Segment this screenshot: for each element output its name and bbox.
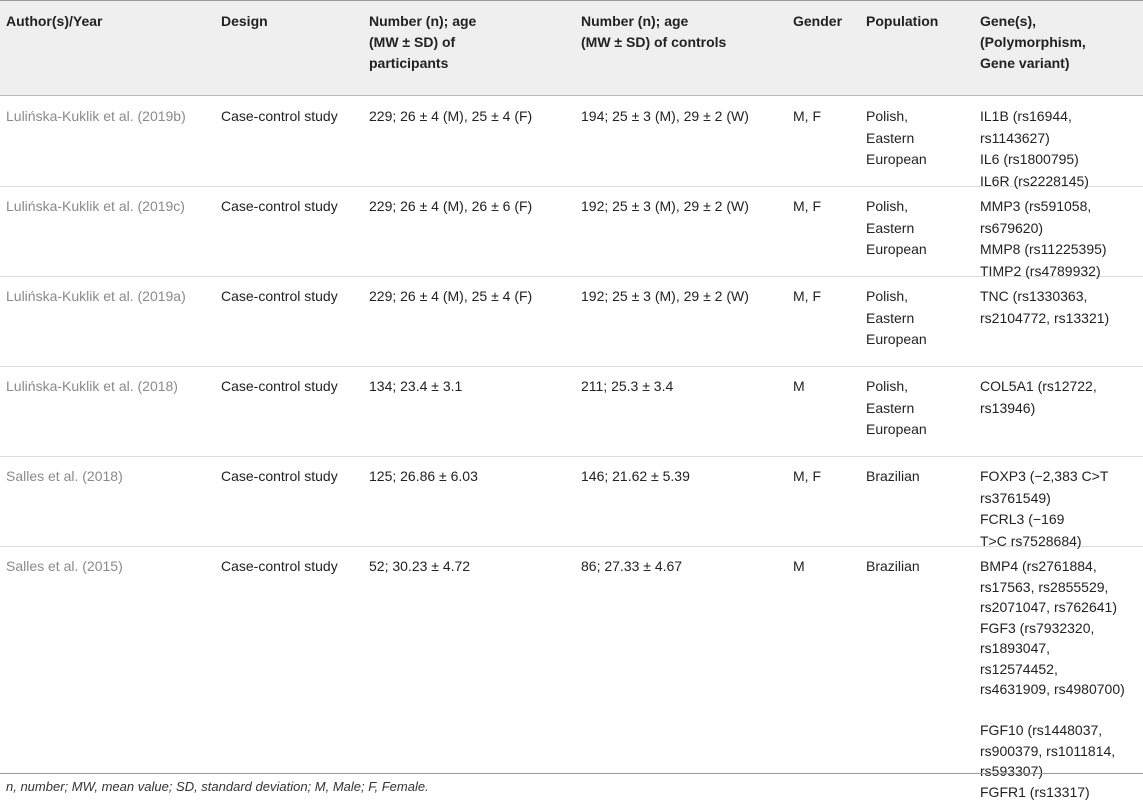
- table-header: [0, 0, 1143, 96]
- cell-author: Lulińska-Kuklik et al. (2019b): [6, 108, 186, 124]
- cell-genes: FOXP3 (−2,383 C>T rs3761549) FCRL3 (−169 T>C rs7528684): [980, 468, 1109, 549]
- cell-controls: 86; 27.33 ± 4.67: [581, 558, 683, 574]
- table-footnote: n, number; MW, mean value; SD, standard deviation; M, Male; F, Female.: [6, 779, 429, 794]
- cell-author: Salles et al. (2018): [6, 468, 123, 484]
- cell-participants: 125; 26.86 ± 6.03: [369, 468, 478, 484]
- cell-population: Brazilian: [866, 468, 920, 484]
- cell-population: Polish, Eastern European: [866, 378, 927, 437]
- cell-author: Salles et al. (2015): [6, 558, 123, 574]
- cell-participants: 134; 23.4 ± 3.1: [369, 378, 463, 394]
- table-row: [0, 456, 1143, 547]
- cell-participants: 229; 26 ± 4 (M), 25 ± 4 (F): [369, 108, 533, 124]
- cell-gender: M, F: [793, 468, 821, 484]
- header-controls: Number (n); age (MW ± SD) of controls: [581, 13, 727, 50]
- cell-author: Lulińska-Kuklik et al. (2019c): [6, 198, 185, 214]
- cell-population: Brazilian: [866, 558, 920, 574]
- cell-participants: 229; 26 ± 4 (M), 25 ± 4 (F): [369, 288, 533, 304]
- cell-controls: 192; 25 ± 3 (M), 29 ± 2 (W): [581, 198, 749, 214]
- cell-genes: COL5A1 (rs12722, rs13946): [980, 378, 1097, 416]
- table-row: [0, 96, 1143, 187]
- cell-controls: 211; 25.3 ± 3.4: [581, 378, 674, 394]
- cell-population: Polish, Eastern European: [866, 288, 927, 347]
- cell-design: Case-control study: [221, 468, 338, 484]
- header-author: Author(s)/Year: [6, 13, 103, 29]
- cell-design: Case-control study: [221, 198, 338, 214]
- cell-design: Case-control study: [221, 108, 338, 124]
- cell-controls: 192; 25 ± 3 (M), 29 ± 2 (W): [581, 288, 749, 304]
- header-population: Population: [866, 13, 939, 29]
- cell-genes: BMP4 (rs2761884, rs17563, rs2855529, rs2071047, rs762641) FGF3 (rs7932320, rs1893047, rs12574452, rs4631909, rs4980700) FGF10 (rs1448037, rs900379, rs1011814, rs593307) FGFR1 (rs13317): [980, 558, 1125, 800]
- cell-author: Lulińska-Kuklik et al. (2018): [6, 378, 178, 394]
- cell-gender: M, F: [793, 288, 821, 304]
- table-row: [0, 366, 1143, 457]
- cell-gender: M, F: [793, 108, 821, 124]
- cell-genes: MMP3 (rs591058, rs679620) MMP8 (rs11225395) TIMP2 (rs4789932): [980, 198, 1107, 279]
- cell-participants: 229; 26 ± 4 (M), 26 ± 6 (F): [369, 198, 533, 214]
- cell-gender: M: [793, 558, 805, 574]
- cell-controls: 146; 21.62 ± 5.39: [581, 468, 690, 484]
- cell-gender: M: [793, 378, 805, 394]
- cell-design: Case-control study: [221, 558, 338, 574]
- header-gender: Gender: [793, 13, 843, 29]
- cell-gender: M, F: [793, 198, 821, 214]
- table-row: [0, 186, 1143, 277]
- table-row: [0, 276, 1143, 367]
- header-design: Design: [221, 13, 268, 29]
- cell-controls: 194; 25 ± 3 (M), 29 ± 2 (W): [581, 108, 749, 124]
- cell-genes: IL1B (rs16944, rs1143627) IL6 (rs1800795) IL6R (rs2228145): [980, 108, 1089, 189]
- table-bottom-rule: [0, 773, 1143, 774]
- cell-population: Polish, Eastern European: [866, 108, 927, 167]
- cell-design: Case-control study: [221, 288, 338, 304]
- cell-participants: 52; 30.23 ± 4.72: [369, 558, 471, 574]
- header-genes: Gene(s), (Polymorphism, Gene variant): [980, 13, 1086, 71]
- cell-design: Case-control study: [221, 378, 338, 394]
- cell-population: Polish, Eastern European: [866, 198, 927, 257]
- cell-genes: TNC (rs1330363, rs2104772, rs13321): [980, 288, 1110, 326]
- cell-author: Lulińska-Kuklik et al. (2019a): [6, 288, 186, 304]
- header-participants: Number (n); age (MW ± SD) of participants: [369, 13, 477, 71]
